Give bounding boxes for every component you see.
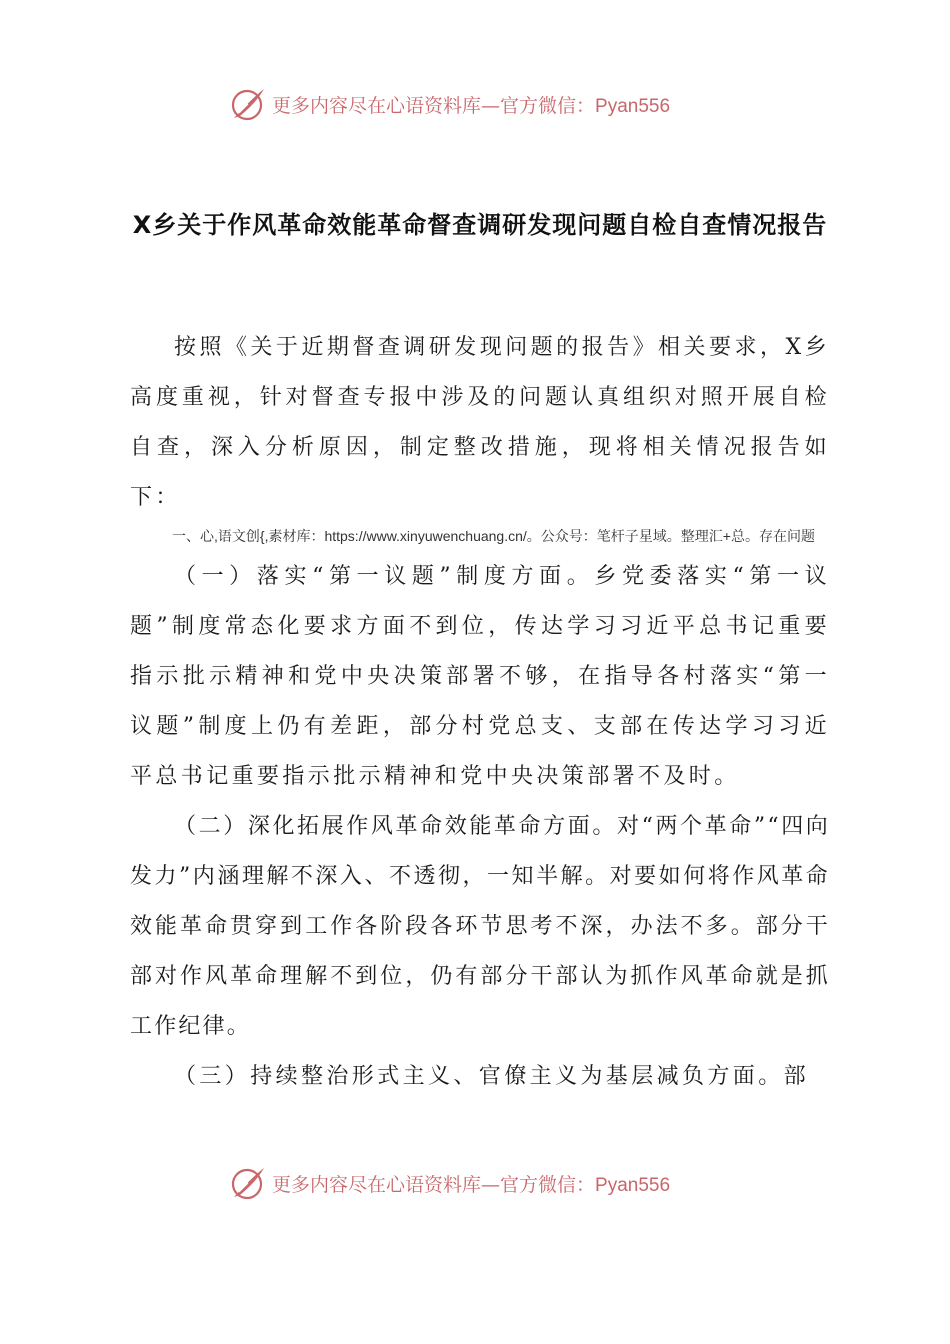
quill-pen-icon bbox=[228, 1163, 268, 1203]
footer-banner bbox=[228, 1163, 748, 1203]
item-paragraph-2: （二）深化拓展作风革命效能革命方面。对“两个革命”“四向发力”内涵理解不深入、不透彻，一知半解。对要如何将作风革命效能革命贯穿到工作各阶段各环节思考不深，办法不多。部分干部对作风革命理解不到位，仍有部分干部认为抓作风革命就是抓工作纪律。 bbox=[130, 814, 830, 1039]
item-paragraph-1: （一）落实“第一议题”制度方面。乡党委落实“第一议题”制度常态化要求方面不到位，传达学习习近平总书记重要指示批示精神和党中央决策部署不够，在指导各村落实“第一议题”制度上仍有差距，部分村党总支、支部在传达学习习近平总书记重要指示批示精神和党中央决策部署不及时。 bbox=[130, 564, 830, 789]
banner-text: 更多内容尽在心语资料库—官方微信：Pyan556 bbox=[272, 1173, 671, 1196]
banner-account: Pyan556 bbox=[595, 1174, 671, 1196]
section-heading: 一、心,语文创{,素材库：https://www.xinyuwenchuang.cn/。公众号：笔杆子星域。整理汇+总。存在问题 bbox=[172, 528, 815, 544]
banner-text: 更多内容尽在心语资料库—官方微信：Pyan556 bbox=[272, 94, 671, 117]
intro-paragraph: 按照《关于近期督查调研发现问题的报告》相关要求，X乡高度重视，针对督查专报中涉及的问题认真组织对照开展自检自查，深入分析原因，制定整改措施，现将相关情况报告如下： bbox=[130, 335, 830, 510]
quill-pen-icon bbox=[228, 84, 268, 124]
header-banner bbox=[228, 84, 748, 124]
banner-account: Pyan556 bbox=[595, 95, 671, 117]
document-body bbox=[130, 323, 830, 1102]
document-title: X乡关于作风革命效能革命督查调研发现问题自检自查情况报告 bbox=[132, 211, 828, 239]
item-paragraph-3: （三）持续整治形式主义、官僚主义为基层减负方面。部 bbox=[174, 1064, 810, 1089]
